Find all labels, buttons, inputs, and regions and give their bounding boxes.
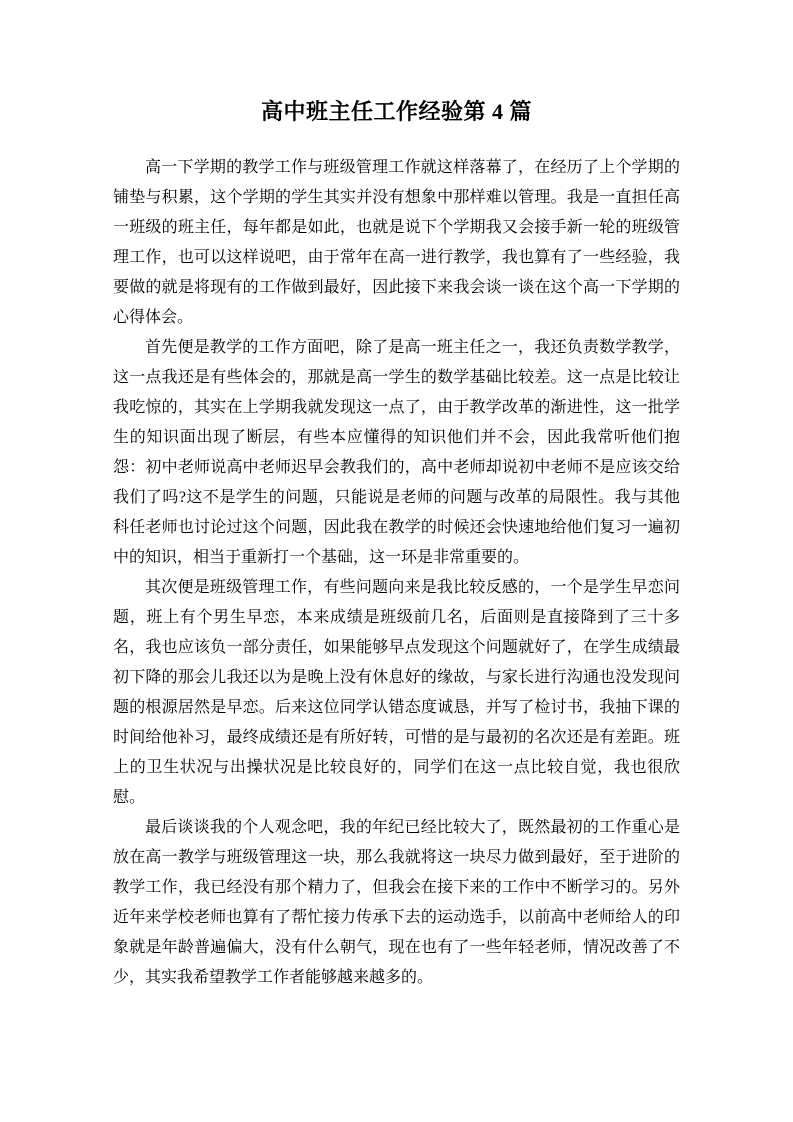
document-body (113, 153, 680, 993)
paragraph: 最后谈谈我的个人观念吧，我的年纪已经比较大了，既然最初的工作重心是放在高一教学与班级管理这一块，那么我就将这一块尽力做到最好，至于进阶的教学工作，我已经没有那个精力了，但我会在接下来的工作中不断学习的。另外近年来学校老师也算有了帮忙接力传承下去的运动选手，以前高中老师给人的印象就是年龄普遍偏大，没有什么朝气，现在也有了一些年轻老师，情况改善了不少，其实我希望教学工作者能够越来越多的。 (113, 819, 680, 986)
paragraph: 高一下学期的教学工作与班级管理工作就这样落幕了，在经历了上个学期的铺垫与积累，这个学期的学生其实并没有想象中那样难以管理。我是一直担任高一班级的班主任，每年都是如此，也就是说下个学期我又会接手新一轮的班级管理工作，也可以这样说吧，由于常年在高一进行教学，我也算有了一些经验，我要做的就是将现有的工作做到最好，因此接下来我会谈一谈在这个高一下学期的心得体会。 (113, 159, 680, 326)
page-title: 高中班主任工作经验第 4 篇 (260, 99, 532, 124)
paragraph: 其次便是班级管理工作，有些问题向来是我比较反感的，一个是学生早恋问题，班上有个男生早恋，本来成绩是班级前几名，后面则是直接降到了三十多名，我也应该负一部分责任，如果能够早点发现这个问题就好了，在学生成绩最初下降的那会儿我还以为是晚上没有休息好的缘故，与家长进行沟通也没发现问题的根源居然是早恋。后来这位同学认错态度诚恳，并写了检讨书，我抽下课的时间给他补习，最终成绩还是有所好转，可惜的是与最初的名次还是有差距。班上的卫生状况与出操状况是比较良好的，同学们在这一点比较自觉，我也很欣慰。 (113, 579, 680, 806)
paragraph: 首先便是教学的工作方面吧，除了是高一班主任之一，我还负责数学教学，这一点我还是有些体会的，那就是高一学生的数学基础比较差。这一点是比较让我吃惊的，其实在上学期我就发现这一点了，由于教学改革的渐进性，这一批学生的知识面出现了断层，有些本应懂得的知识他们并不会，因此我常听他们抱怨：初中老师说高中老师迟早会教我们的，高中老师却说初中老师不是应该交给我们了吗?这不是学生的问题，只能说是老师的问题与改革的局限性。我与其他科任老师也讨论过这个问题，因此我在教学的时候还会快速地给他们复习一遍初中的知识，相当于重新打一个基础，这一环是非常重要的。 (113, 339, 680, 566)
